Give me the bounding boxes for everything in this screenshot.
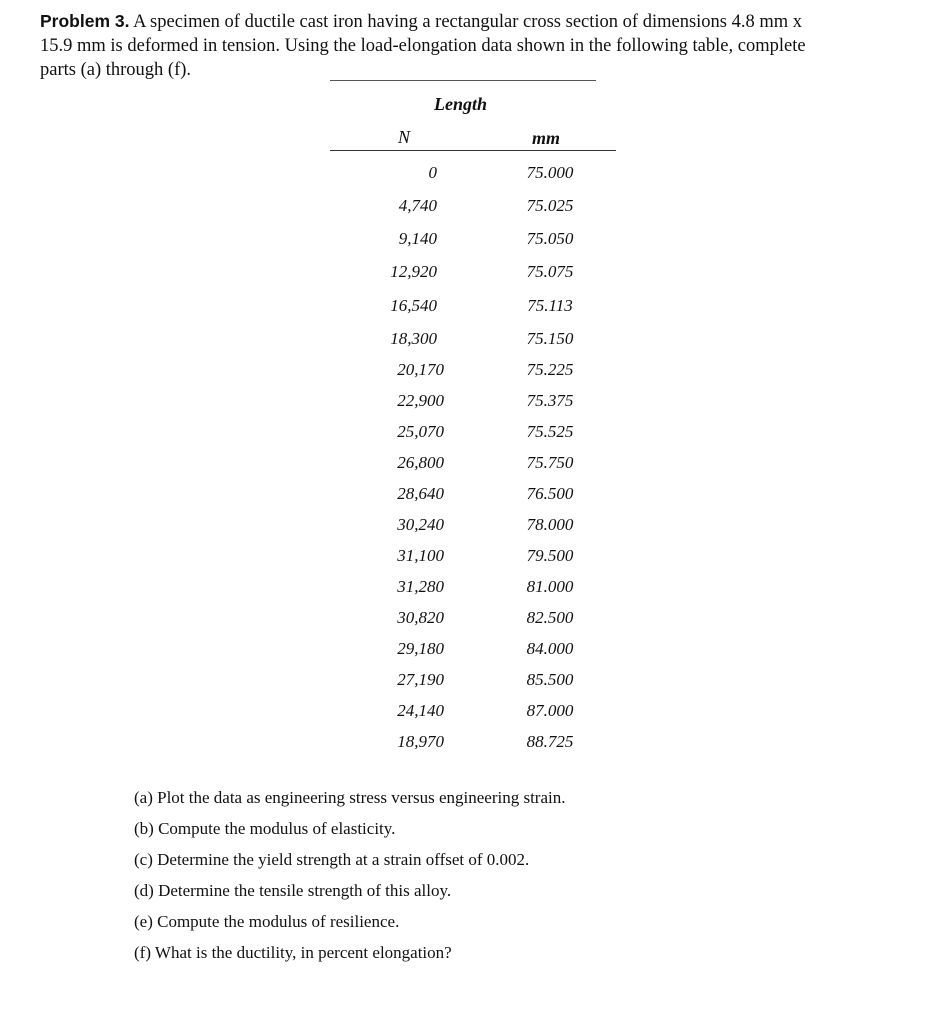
table-cell-length: 82.500 (526, 608, 574, 627)
table-cell-load: 12,920 (390, 262, 437, 281)
table-cell-length: 76.500 (526, 484, 574, 503)
table-cell-length: 75.375 (526, 391, 574, 410)
table-cell-length: 84.000 (526, 639, 574, 658)
table-cell-load: 25,070 (397, 422, 444, 441)
table-cell-load: 16,540 (390, 296, 437, 315)
table-cell-length: 79.500 (526, 546, 574, 565)
table-cell-length: 75.525 (526, 422, 574, 441)
problem-text-1: A specimen of ductile cast iron having a rectangular cross section of dimensions 4.8 mm x (129, 12, 803, 32)
problem-line-3: parts (a) through (f). (40, 60, 192, 80)
column-header-length: mm (532, 128, 561, 148)
table-cell-length: 78.000 (526, 515, 574, 534)
table-cell-load: 28,640 (397, 484, 444, 503)
table-cell-length: 75.750 (526, 453, 574, 472)
table-cell-length: 75.000 (526, 163, 574, 182)
table-cell-length: 75.225 (526, 360, 574, 379)
table-cell-load: 4,740 (398, 196, 437, 215)
table-header-rule (330, 150, 616, 151)
table-group-header: Length (434, 94, 488, 114)
part-e: (e) Compute the modulus of resilience. (134, 912, 400, 931)
table-cell-length: 88.725 (526, 732, 574, 751)
question-parts (134, 782, 565, 968)
table-cell-load: 9,140 (398, 229, 437, 248)
table-cell-load: 27,190 (397, 670, 444, 689)
table-cell-load: 30,240 (397, 515, 444, 534)
table-cell-load: 31,100 (397, 546, 444, 565)
part-b: (b) Compute the modulus of elasticity. (134, 819, 396, 838)
table-cell-length: 75.050 (526, 229, 574, 248)
table-cell-load: 31,280 (397, 577, 444, 596)
table-cell-load: 18,300 (390, 329, 437, 348)
table-cell-load: 20,170 (397, 360, 444, 379)
table-cell-length: 75.025 (526, 196, 574, 215)
part-c: (c) Determine the yield strength at a strain offset of 0.002. (134, 850, 530, 869)
table-cell-length: 75.113 (527, 296, 573, 315)
table-cell-load: 0 (428, 163, 437, 182)
table-cell-load: 24,140 (397, 701, 444, 720)
table-cell-load: 22,900 (397, 391, 444, 410)
table-cell-load: 30,820 (397, 608, 444, 627)
table-top-rule (330, 80, 596, 81)
table-cell-length: 85.500 (526, 670, 574, 689)
problem-line-2: 15.9 mm is deformed in tension. Using the load-elongation data shown in the following table, complete (40, 36, 806, 56)
part-d: (d) Determine the tensile strength of this alloy. (134, 881, 452, 900)
table-cell-length: 75.150 (526, 329, 574, 348)
part-a: (a) Plot the data as engineering stress versus engineering strain. (134, 788, 566, 807)
table-cell-load: 26,800 (397, 453, 444, 472)
table-cell-length: 75.075 (526, 262, 574, 281)
column-header-load: N (398, 127, 411, 147)
table-cell-length: 81.000 (526, 577, 574, 596)
problem-label: Problem 3. (40, 11, 130, 31)
part-f: (f) What is the ductility, in percent elongation? (134, 943, 452, 962)
table-cell-length: 87.000 (526, 701, 574, 720)
table-cell-load: 29,180 (397, 639, 444, 658)
table-cell-load: 18,970 (397, 732, 444, 751)
